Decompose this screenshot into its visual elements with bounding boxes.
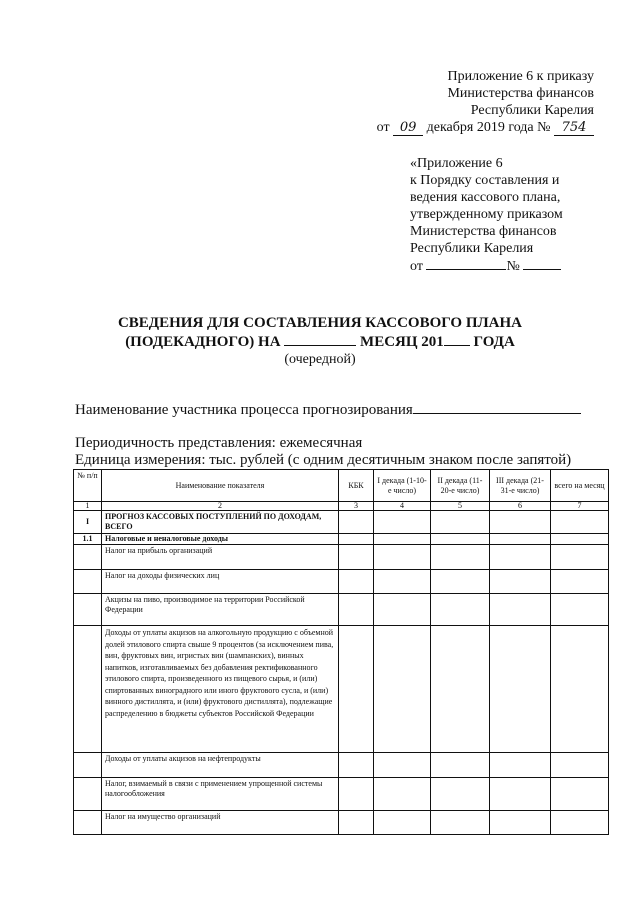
header-decade-3: III декада (21-31-е число) bbox=[490, 470, 551, 502]
cell-decade-1[interactable] bbox=[374, 534, 431, 545]
cell-decade-2[interactable] bbox=[431, 511, 490, 534]
table-row bbox=[74, 753, 609, 778]
unit-field: Единица измерения: тыс. рублей (с одним десятичным знаком после запятой) bbox=[75, 452, 572, 468]
table-row bbox=[74, 626, 609, 753]
row-name: Доходы от уплаты акцизов на алкогольную продукцию с объемной долей этилового спирта свыше 9 процентов (за исключением пива, вин, фруктовых вин, игристых вин (шампанских), винных напитков, изготавливаемых без добавления ректификованного этилового спирта, произведенного из пищевого сырья, и (или) спиртованных виноградного или иного фруктового сусла, и (или) винного дистиллята, и (или) фруктового дистиллята), подлежащие распределению в бюджеты субъектов Российской Федерации bbox=[102, 626, 339, 753]
cell-decade-3[interactable] bbox=[490, 753, 551, 778]
cell-decade-1[interactable] bbox=[374, 594, 431, 626]
appendix-order-line: Министерства финансов bbox=[447, 86, 594, 101]
order-day-handwritten: 09 bbox=[393, 121, 423, 136]
cell-total[interactable] bbox=[551, 511, 609, 534]
cell-decade-1[interactable] bbox=[374, 570, 431, 594]
participant-field bbox=[75, 400, 581, 419]
row-name: Доходы от уплаты акцизов на нефтепродукты bbox=[102, 753, 339, 778]
order-date-prefix: от bbox=[376, 120, 390, 135]
row-name: Акцизы на пиво, производимое на территории Российской Федерации bbox=[102, 594, 339, 626]
column-number: 1 bbox=[74, 502, 102, 511]
cell-decade-2[interactable] bbox=[431, 778, 490, 811]
cell-decade-1[interactable] bbox=[374, 753, 431, 778]
cell-total[interactable] bbox=[551, 534, 609, 545]
row-name: Налог на имущество организаций bbox=[102, 811, 339, 835]
appendix-procedure-line: к Порядку составления и bbox=[410, 173, 560, 188]
cell-kbk[interactable] bbox=[339, 534, 374, 545]
row-num bbox=[74, 778, 102, 811]
appendix-order-line: Республики Карелия bbox=[470, 103, 594, 118]
cell-decade-3[interactable] bbox=[490, 626, 551, 753]
cell-total[interactable] bbox=[551, 778, 609, 811]
title-year-blank bbox=[444, 333, 470, 346]
cell-decade-1[interactable] bbox=[374, 811, 431, 835]
row-name: Налог, взимаемый в связи с применением упрощенной системы налогообложения bbox=[102, 778, 339, 811]
participant-blank bbox=[413, 400, 581, 414]
table-header-row bbox=[74, 470, 609, 502]
title-line-2 bbox=[0, 333, 640, 352]
header-decade-2: II декада (11-20-е число) bbox=[431, 470, 490, 502]
appendix-procedure-line: «Приложение 6 bbox=[410, 156, 503, 171]
row-num bbox=[74, 570, 102, 594]
cell-kbk[interactable] bbox=[339, 594, 374, 626]
column-number: 3 bbox=[339, 502, 374, 511]
row-name: Налог на доходы физических лиц bbox=[102, 570, 339, 594]
header-name: Наименование показателя bbox=[102, 470, 339, 502]
cell-total[interactable] bbox=[551, 545, 609, 570]
table-row bbox=[74, 570, 609, 594]
row-num bbox=[74, 626, 102, 753]
cell-kbk[interactable] bbox=[339, 753, 374, 778]
title-subtitle: (очередной) bbox=[284, 352, 356, 367]
column-number: 7 bbox=[551, 502, 609, 511]
row-num bbox=[74, 545, 102, 570]
cell-decade-2[interactable] bbox=[431, 626, 490, 753]
cell-decade-3[interactable] bbox=[490, 570, 551, 594]
table-row bbox=[74, 778, 609, 811]
cell-kbk[interactable] bbox=[339, 545, 374, 570]
procedure-date-blank bbox=[426, 257, 506, 270]
cash-plan-table bbox=[73, 469, 609, 835]
cell-decade-3[interactable] bbox=[490, 534, 551, 545]
cell-decade-1[interactable] bbox=[374, 511, 431, 534]
appendix-order-block bbox=[434, 68, 594, 119]
header-decade-1: I декада (1-10-е число) bbox=[374, 470, 431, 502]
order-date-middle: декабря 2019 года № bbox=[426, 120, 551, 135]
cell-decade-1[interactable] bbox=[374, 778, 431, 811]
procedure-number-blank bbox=[523, 257, 561, 270]
procedure-date-line bbox=[410, 257, 563, 275]
cell-decade-2[interactable] bbox=[431, 753, 490, 778]
column-numbers-row bbox=[74, 502, 609, 511]
cell-decade-2[interactable] bbox=[431, 534, 490, 545]
cell-total[interactable] bbox=[551, 753, 609, 778]
cell-total[interactable] bbox=[551, 570, 609, 594]
row-name: ПРОГНОЗ КАССОВЫХ ПОСТУПЛЕНИЙ ПО ДОХОДАМ, ВСЕГО bbox=[102, 511, 339, 534]
cell-total[interactable] bbox=[551, 594, 609, 626]
row-num bbox=[74, 753, 102, 778]
cell-kbk[interactable] bbox=[339, 511, 374, 534]
cell-decade-3[interactable] bbox=[490, 594, 551, 626]
appendix-procedure-line: Республики Карелия bbox=[410, 241, 534, 256]
page-title bbox=[0, 314, 640, 352]
table-row bbox=[74, 811, 609, 835]
row-num bbox=[74, 811, 102, 835]
title-line-2-month: МЕСЯЦ 201 bbox=[360, 334, 444, 350]
order-number-handwritten: 754 bbox=[554, 121, 594, 136]
cell-decade-2[interactable] bbox=[431, 545, 490, 570]
cell-total[interactable] bbox=[551, 626, 609, 753]
column-number: 2 bbox=[102, 502, 339, 511]
cell-decade-3[interactable] bbox=[490, 778, 551, 811]
participant-label: Наименование участника процесса прогнозирования bbox=[75, 402, 413, 418]
title-line-2-start: (ПОДЕКАДНОГО) НА bbox=[125, 334, 281, 350]
cell-kbk[interactable] bbox=[339, 570, 374, 594]
cell-decade-2[interactable] bbox=[431, 570, 490, 594]
cell-decade-2[interactable] bbox=[431, 594, 490, 626]
cell-kbk[interactable] bbox=[339, 778, 374, 811]
appendix-procedure-block bbox=[410, 155, 563, 275]
cell-decade-3[interactable] bbox=[490, 811, 551, 835]
table-row bbox=[74, 545, 609, 570]
title-line-2-year: ГОДА bbox=[473, 334, 515, 350]
column-number: 5 bbox=[431, 502, 490, 511]
table-row bbox=[74, 594, 609, 626]
title-line-1: СВЕДЕНИЯ ДЛЯ СОСТАВЛЕНИЯ КАССОВОГО ПЛАНА bbox=[117, 315, 523, 331]
procedure-date-prefix: от bbox=[410, 259, 423, 274]
appendix-procedure-line: утвержденному приказом bbox=[410, 207, 563, 222]
appendix-procedure-line: ведения кассового плана, bbox=[410, 190, 561, 205]
cell-decade-1[interactable] bbox=[374, 545, 431, 570]
table-row bbox=[74, 534, 609, 545]
order-date-line bbox=[0, 119, 594, 136]
title-month-blank bbox=[284, 333, 356, 346]
appendix-procedure-line: Министерства финансов bbox=[410, 224, 557, 239]
cell-decade-2[interactable] bbox=[431, 811, 490, 835]
table-row bbox=[74, 511, 609, 534]
cell-kbk[interactable] bbox=[339, 626, 374, 753]
row-name: Налоговые и неналоговые доходы bbox=[102, 534, 339, 545]
periodicity-field: Периодичность представления: ежемесячная bbox=[75, 435, 363, 451]
cell-decade-3[interactable] bbox=[490, 511, 551, 534]
appendix-order-line: Приложение 6 к приказу bbox=[447, 69, 594, 84]
procedure-number-sign: № bbox=[506, 259, 520, 274]
row-num: 1.1 bbox=[74, 534, 102, 545]
cell-kbk[interactable] bbox=[339, 811, 374, 835]
column-number: 4 bbox=[374, 502, 431, 511]
column-number: 6 bbox=[490, 502, 551, 511]
cell-decade-3[interactable] bbox=[490, 545, 551, 570]
header-kbk: КБК bbox=[339, 470, 374, 502]
row-num bbox=[74, 594, 102, 626]
cell-decade-1[interactable] bbox=[374, 626, 431, 753]
row-num: I bbox=[74, 511, 102, 534]
cell-total[interactable] bbox=[551, 811, 609, 835]
header-num: № п/п bbox=[74, 470, 102, 502]
header-total: всего на месяц bbox=[551, 470, 609, 502]
row-name: Налог на прибыль организаций bbox=[102, 545, 339, 570]
